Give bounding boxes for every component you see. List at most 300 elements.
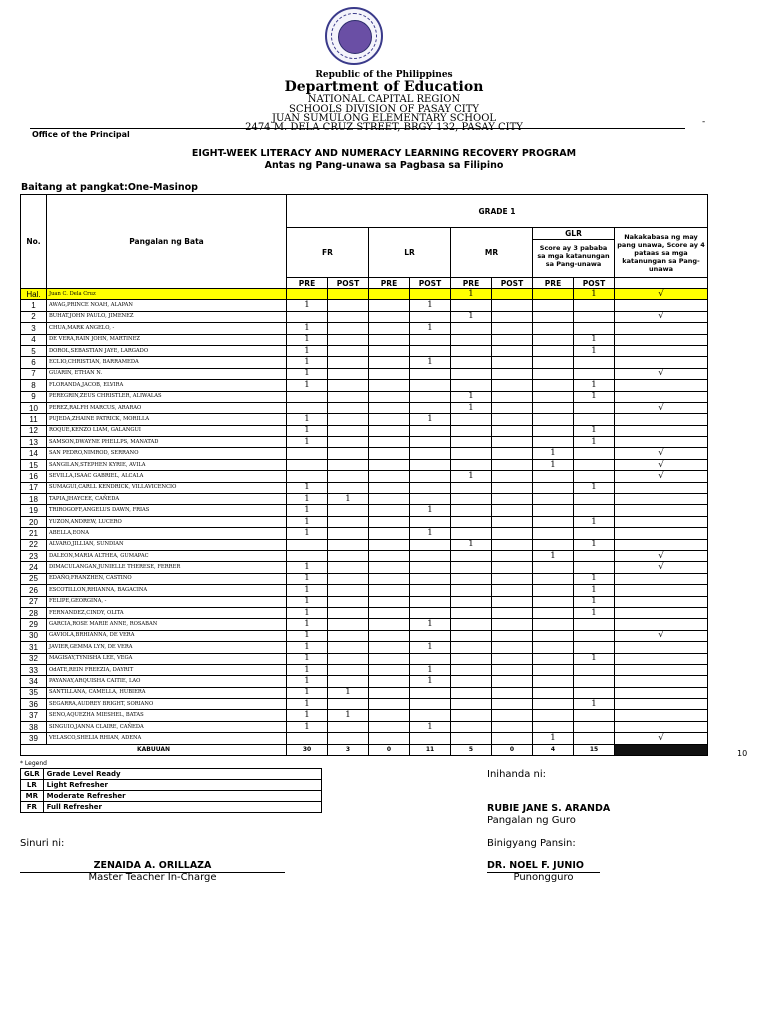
- score-cell: [328, 414, 369, 425]
- score-cell: √: [615, 471, 708, 482]
- student-name: Juan C. Dela Cruz: [47, 289, 287, 300]
- score-cell: [369, 642, 410, 653]
- score-cell: 1: [287, 437, 328, 448]
- score-cell: 1: [287, 425, 328, 436]
- score-cell: [328, 402, 369, 413]
- score-cell: 1: [287, 630, 328, 641]
- checked-role: Master Teacher In-Charge: [88, 872, 217, 883]
- legend-label: Full Refresher: [43, 802, 321, 813]
- score-cell: [369, 539, 410, 550]
- score-cell: [287, 448, 328, 459]
- score-cell: 1: [574, 539, 615, 550]
- score-cell: [533, 630, 574, 641]
- student-name: SAN PEDRO,NIMROD, SERRANO: [47, 448, 287, 459]
- score-cell: [574, 721, 615, 732]
- score-cell: [451, 642, 492, 653]
- score-cell: [287, 539, 328, 550]
- row-number: 2: [21, 311, 47, 322]
- score-cell: [574, 402, 615, 413]
- score-cell: [369, 653, 410, 664]
- student-name: PEREZ,RALFH MARCUS, ARARAO: [47, 402, 287, 413]
- score-cell: [410, 653, 451, 664]
- score-cell: 1: [574, 334, 615, 345]
- score-cell: [615, 516, 708, 527]
- deped-seal: [325, 7, 383, 65]
- score-cell: [533, 687, 574, 698]
- table-row: [21, 402, 708, 413]
- score-cell: [410, 550, 451, 561]
- score-cell: [533, 471, 574, 482]
- score-cell: [615, 539, 708, 550]
- score-cell: [328, 425, 369, 436]
- score-cell: 1: [451, 391, 492, 402]
- score-cell: [410, 539, 451, 550]
- score-cell: [369, 289, 410, 300]
- score-cell: [615, 653, 708, 664]
- col-no-header: No.: [21, 195, 47, 289]
- score-cell: 1: [287, 528, 328, 539]
- header-dash: -: [702, 117, 706, 127]
- score-cell: [328, 528, 369, 539]
- score-cell: 1: [287, 380, 328, 391]
- score-cell: [410, 516, 451, 527]
- student-name: SEVILLA,ISAAC GABRIEL, ALCALA: [47, 471, 287, 482]
- table-row: [21, 562, 708, 573]
- score-cell: √: [615, 368, 708, 379]
- score-cell: [328, 721, 369, 732]
- checked-label: Sinuri ni:: [20, 838, 65, 849]
- score-cell: [492, 334, 533, 345]
- score-cell: [287, 733, 328, 744]
- table-row: [21, 494, 708, 505]
- office-label: Office of the Principal: [32, 130, 130, 139]
- address-line: 2474 M. DELA CRUZ STREET, BRGY 132, PASAY CITY: [245, 122, 523, 133]
- score-cell: 1: [574, 596, 615, 607]
- table-row: [21, 471, 708, 482]
- score-cell: [410, 402, 451, 413]
- score-cell: [287, 289, 328, 300]
- legend-code: FR: [21, 802, 44, 813]
- score-cell: [287, 311, 328, 322]
- glr-pre: PRE: [533, 278, 574, 289]
- row-number: 11: [21, 414, 47, 425]
- table-row: [21, 323, 708, 334]
- score-cell: [615, 699, 708, 710]
- score-cell: [328, 459, 369, 470]
- score-cell: [410, 494, 451, 505]
- score-cell: [328, 607, 369, 618]
- prepared-name: RUBIE JANE S. ARANDA: [487, 803, 611, 814]
- score-cell: [369, 573, 410, 584]
- row-number: 23: [21, 550, 47, 561]
- row-number: 4: [21, 334, 47, 345]
- legend-code: LR: [21, 780, 44, 791]
- score-cell: [451, 368, 492, 379]
- score-cell: [328, 368, 369, 379]
- score-cell: [328, 733, 369, 744]
- score-cell: [410, 596, 451, 607]
- score-cell: [369, 380, 410, 391]
- score-cell: [369, 437, 410, 448]
- score-cell: [328, 391, 369, 402]
- score-cell: [615, 357, 708, 368]
- score-cell: [451, 459, 492, 470]
- score-cell: 1: [574, 573, 615, 584]
- score-cell: [328, 300, 369, 311]
- score-cell: [451, 300, 492, 311]
- totals-row: [21, 744, 708, 755]
- student-name: JAVIER,GEMMA LYN, DE VERA: [47, 642, 287, 653]
- score-cell: [492, 539, 533, 550]
- score-cell: √: [615, 550, 708, 561]
- score-cell: [410, 437, 451, 448]
- student-name: SINGUIO,JANNA CLAIRE, CAÑEDA: [47, 721, 287, 732]
- score-cell: [369, 471, 410, 482]
- score-cell: √: [615, 630, 708, 641]
- score-cell: [615, 664, 708, 675]
- program-subtitle: Antas ng Pang-unawa sa Pagbasa sa Filipino: [264, 160, 504, 171]
- score-cell: [492, 471, 533, 482]
- score-cell: [615, 482, 708, 493]
- score-cell: [410, 482, 451, 493]
- score-cell: [410, 334, 451, 345]
- score-cell: [492, 380, 533, 391]
- score-cell: 1: [287, 516, 328, 527]
- score-cell: 1: [574, 516, 615, 527]
- score-cell: [410, 630, 451, 641]
- score-cell: [533, 368, 574, 379]
- row-number: Hal.: [21, 289, 47, 300]
- row-number: 25: [21, 573, 47, 584]
- score-cell: [451, 721, 492, 732]
- score-cell: [410, 391, 451, 402]
- score-cell: [369, 357, 410, 368]
- row-number: 15: [21, 459, 47, 470]
- score-cell: [451, 733, 492, 744]
- score-cell: [287, 471, 328, 482]
- score-cell: [451, 437, 492, 448]
- score-cell: 1: [574, 425, 615, 436]
- score-cell: 1: [574, 607, 615, 618]
- score-cell: [574, 300, 615, 311]
- table-row: [21, 573, 708, 584]
- score-cell: √: [615, 402, 708, 413]
- score-cell: [533, 710, 574, 721]
- score-cell: [328, 539, 369, 550]
- score-cell: [615, 345, 708, 356]
- grade-header: GRADE 1: [287, 195, 708, 228]
- row-number: 13: [21, 437, 47, 448]
- score-cell: [574, 357, 615, 368]
- score-cell: [533, 528, 574, 539]
- row-number: 32: [21, 653, 47, 664]
- student-name: TRIROGOFF,ANGELUS DAWN, FRIAS: [47, 505, 287, 516]
- score-cell: [574, 676, 615, 687]
- score-cell: [369, 585, 410, 596]
- legend-row: [21, 780, 322, 791]
- score-cell: [615, 380, 708, 391]
- score-cell: [574, 733, 615, 744]
- score-cell: [533, 402, 574, 413]
- student-name: ESCOTILLON,RHIANNA, BAGACINA: [47, 585, 287, 596]
- row-number: 3: [21, 323, 47, 334]
- score-cell: [369, 482, 410, 493]
- legend-title: * Legend: [20, 760, 47, 767]
- score-cell: [410, 448, 451, 459]
- score-cell: [328, 311, 369, 322]
- score-cell: [533, 380, 574, 391]
- row-number: 31: [21, 642, 47, 653]
- score-cell: [451, 528, 492, 539]
- score-cell: [369, 391, 410, 402]
- score-cell: [451, 573, 492, 584]
- score-cell: 1: [574, 380, 615, 391]
- score-cell: [533, 607, 574, 618]
- table-row: [21, 391, 708, 402]
- student-name: FELIPE,GEORGINA, -: [47, 596, 287, 607]
- score-cell: [451, 687, 492, 698]
- table-row: [21, 721, 708, 732]
- score-cell: [451, 516, 492, 527]
- score-cell: [328, 630, 369, 641]
- score-cell: 1: [328, 494, 369, 505]
- score-cell: [615, 642, 708, 653]
- student-name: PEREGRIN,ZEUS CHRISTLER, ALIWALAS: [47, 391, 287, 402]
- total-cell: 4: [533, 744, 574, 755]
- score-cell: 1: [287, 357, 328, 368]
- score-cell: [410, 607, 451, 618]
- student-name: OdATE,REIN FREEZIA, DAYRIT: [47, 664, 287, 675]
- legend-code: GLR: [21, 769, 44, 780]
- score-cell: [451, 345, 492, 356]
- score-cell: [492, 459, 533, 470]
- score-cell: [369, 630, 410, 641]
- score-cell: [492, 699, 533, 710]
- score-cell: [451, 334, 492, 345]
- score-cell: [533, 482, 574, 493]
- student-name: FERNANDEZ,CINDY, OLITA: [47, 607, 287, 618]
- student-name: ROQUE,KENZO LIAM, GALANGUI: [47, 425, 287, 436]
- score-cell: 1: [287, 664, 328, 675]
- fr-header: FR: [287, 228, 369, 278]
- score-cell: [451, 357, 492, 368]
- score-cell: [492, 368, 533, 379]
- row-number: 28: [21, 607, 47, 618]
- score-cell: [328, 550, 369, 561]
- table-row: [21, 482, 708, 493]
- row-number: 16: [21, 471, 47, 482]
- score-cell: [328, 699, 369, 710]
- student-name: SENO,AQUEZHA MIESHEL, BATAS: [47, 710, 287, 721]
- score-cell: [328, 357, 369, 368]
- side-number: 10: [737, 749, 748, 758]
- score-cell: 1: [287, 562, 328, 573]
- score-cell: 1: [410, 664, 451, 675]
- table-row: [21, 425, 708, 436]
- score-cell: [533, 425, 574, 436]
- score-cell: 1: [287, 721, 328, 732]
- score-cell: 1: [410, 528, 451, 539]
- table-row: [21, 334, 708, 345]
- score-cell: [328, 471, 369, 482]
- score-cell: √: [615, 733, 708, 744]
- score-cell: [410, 585, 451, 596]
- score-cell: [369, 596, 410, 607]
- score-cell: [451, 482, 492, 493]
- score-cell: 1: [287, 653, 328, 664]
- score-cell: [369, 402, 410, 413]
- score-cell: [287, 550, 328, 561]
- row-number: 14: [21, 448, 47, 459]
- table-row: [21, 619, 708, 630]
- score-cell: [328, 619, 369, 630]
- table-row: [21, 516, 708, 527]
- score-cell: 1: [574, 653, 615, 664]
- score-cell: [533, 585, 574, 596]
- score-cell: √: [615, 562, 708, 573]
- score-cell: √: [615, 289, 708, 300]
- score-cell: [492, 345, 533, 356]
- score-cell: [451, 550, 492, 561]
- score-cell: [328, 380, 369, 391]
- score-cell: [574, 664, 615, 675]
- score-cell: [533, 345, 574, 356]
- score-cell: [328, 596, 369, 607]
- score-cell: [492, 311, 533, 322]
- score-cell: [369, 528, 410, 539]
- score-cell: 1: [287, 676, 328, 687]
- score-cell: [492, 642, 533, 653]
- score-cell: 1: [451, 471, 492, 482]
- score-cell: [533, 596, 574, 607]
- table-row: [21, 300, 708, 311]
- total-cell: 15: [574, 744, 615, 755]
- school-line: JUAN SUMULONG ELEMENTARY SCHOOL: [271, 113, 497, 124]
- score-cell: 1: [574, 345, 615, 356]
- score-cell: [492, 562, 533, 573]
- score-cell: [492, 733, 533, 744]
- score-cell: [328, 585, 369, 596]
- row-number: 17: [21, 482, 47, 493]
- score-cell: [328, 505, 369, 516]
- student-name: DALEON,MARIA ALTHEA, GUMAPAC: [47, 550, 287, 561]
- score-cell: [574, 630, 615, 641]
- score-cell: [451, 585, 492, 596]
- total-cell: 30: [287, 744, 328, 755]
- score-cell: [574, 550, 615, 561]
- row-number: 10: [21, 402, 47, 413]
- total-cell: 11: [410, 744, 451, 755]
- table-row: [21, 585, 708, 596]
- table-row: [21, 357, 708, 368]
- department-line: Department of Education: [284, 79, 484, 95]
- score-cell: [615, 494, 708, 505]
- score-cell: [533, 505, 574, 516]
- score-cell: [328, 676, 369, 687]
- score-cell: [410, 459, 451, 470]
- legend-label: Light Refresher: [43, 780, 321, 791]
- score-cell: 1: [410, 721, 451, 732]
- table-row: [21, 630, 708, 641]
- table-row: [21, 448, 708, 459]
- glr-header: [533, 228, 615, 278]
- lr-post: POST: [410, 278, 451, 289]
- score-cell: [574, 562, 615, 573]
- score-cell: [410, 471, 451, 482]
- score-cell: [492, 596, 533, 607]
- score-cell: 1: [287, 323, 328, 334]
- student-name: DIMACULANGAN,JUNIELLE THERESE, FERRER: [47, 562, 287, 573]
- score-cell: [328, 345, 369, 356]
- score-cell: [574, 471, 615, 482]
- score-cell: 1: [410, 505, 451, 516]
- score-cell: [574, 414, 615, 425]
- total-cell: 0: [369, 744, 410, 755]
- score-cell: [492, 425, 533, 436]
- row-number: 8: [21, 380, 47, 391]
- score-cell: [615, 573, 708, 584]
- mr-pre: PRE: [451, 278, 492, 289]
- student-name: SEGARRA,AUDREY BRIGHT, SORIANO: [47, 699, 287, 710]
- score-cell: [451, 710, 492, 721]
- score-cell: [615, 676, 708, 687]
- score-cell: [410, 311, 451, 322]
- score-cell: 1: [287, 710, 328, 721]
- score-cell: [328, 516, 369, 527]
- score-cell: [369, 345, 410, 356]
- lr-header: LR: [369, 228, 451, 278]
- score-cell: [410, 699, 451, 710]
- score-cell: [574, 311, 615, 322]
- score-cell: [328, 448, 369, 459]
- score-cell: [492, 516, 533, 527]
- lr-pre: PRE: [369, 278, 410, 289]
- score-cell: [410, 687, 451, 698]
- score-cell: [369, 550, 410, 561]
- total-cell: 0: [492, 744, 533, 755]
- score-cell: [287, 402, 328, 413]
- grade-section: Baitang at pangkat:One-Masinop: [21, 182, 198, 193]
- col-name-header: Pangalan ng Bata: [47, 195, 287, 289]
- score-cell: [369, 676, 410, 687]
- score-cell: 1: [533, 733, 574, 744]
- score-cell: [533, 516, 574, 527]
- score-cell: 1: [287, 699, 328, 710]
- table-row: [21, 539, 708, 550]
- score-cell: [533, 539, 574, 550]
- score-cell: 1: [287, 334, 328, 345]
- score-cell: [615, 391, 708, 402]
- student-name: SAMSON,DWAYNE PHELLPS, MANATAD: [47, 437, 287, 448]
- table-row: [21, 733, 708, 744]
- table-row: [21, 699, 708, 710]
- score-cell: [533, 676, 574, 687]
- student-name: CHUA,MARK ANGELO, -: [47, 323, 287, 334]
- score-cell: [410, 380, 451, 391]
- score-cell: [492, 550, 533, 561]
- score-cell: [410, 345, 451, 356]
- score-cell: 1: [287, 482, 328, 493]
- score-cell: [533, 699, 574, 710]
- row-number: 19: [21, 505, 47, 516]
- table-row: [21, 687, 708, 698]
- row-number: 24: [21, 562, 47, 573]
- score-cell: 1: [533, 448, 574, 459]
- score-cell: [328, 642, 369, 653]
- score-cell: 1: [287, 585, 328, 596]
- score-cell: 1: [574, 437, 615, 448]
- glr-post: POST: [574, 278, 615, 289]
